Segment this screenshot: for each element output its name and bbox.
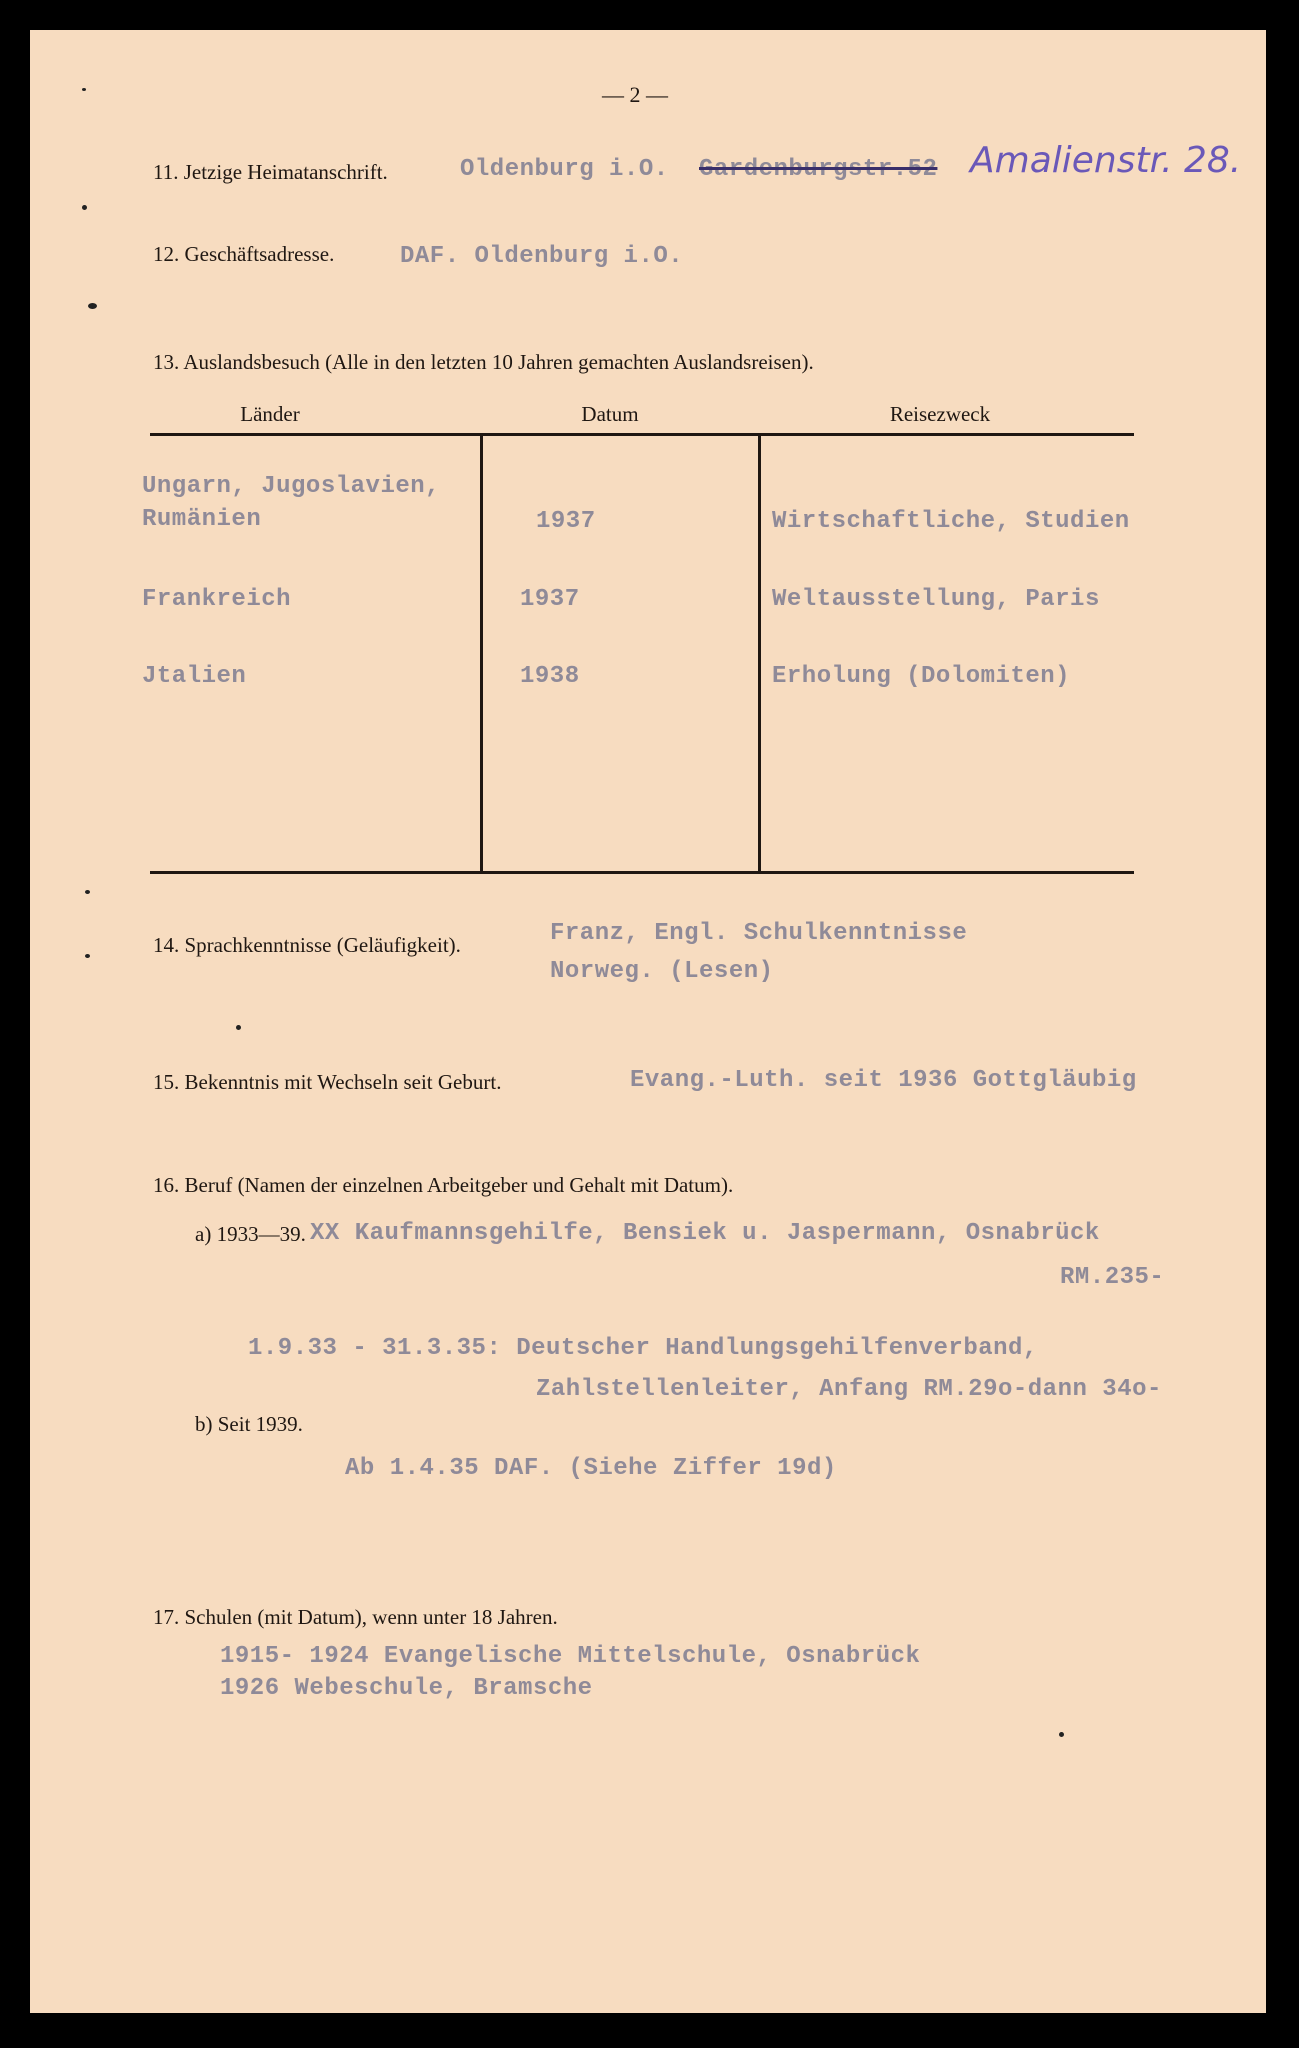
row1-laender-line2: Rumänien: [142, 506, 262, 533]
q16-label: 16. Beruf (Namen der einzelnen Arbeitgeber und Gehalt mit Datum).: [153, 1173, 734, 1197]
paper-speck: [1059, 1732, 1064, 1737]
q16b-answer: Ab 1.4.35 DAF. (Siehe Ziffer 19d): [345, 1455, 837, 1482]
q11-struck-answer: Gardenburgstr.52: [699, 156, 938, 183]
q15-answer: Evang.-Luth. seit 1936 Gottgläubig: [630, 1067, 1137, 1094]
row3-datum: 1938: [520, 663, 580, 690]
paper-speck: [82, 205, 87, 210]
q12-label: 12. Geschäftsadresse.: [153, 242, 335, 266]
table-divider-1: [480, 435, 483, 871]
col-header-datum: Datum: [581, 402, 639, 426]
paper-speck: [88, 303, 97, 309]
row2-laender: Frankreich: [142, 586, 292, 613]
table-top-rule: [150, 433, 1134, 436]
row1-laender-line1: Ungarn, Jugoslavien,: [142, 473, 441, 500]
paper-speck: [85, 890, 90, 894]
q17-label: 17. Schulen (mit Datum), wenn unter 18 Jahren.: [153, 1605, 558, 1629]
form-page: [30, 30, 1266, 2013]
q12-typed-answer: DAF. Oldenburg i.O.: [400, 243, 684, 270]
page-number: — 2 —: [602, 82, 668, 107]
table-divider-2: [758, 435, 761, 871]
q14-label: 14. Sprachkenntnisse (Geläufigkeit).: [153, 933, 461, 957]
row1-zweck: Wirtschaftliche, Studien: [772, 508, 1130, 535]
q16a-label: a) 1933—39.: [195, 1222, 306, 1246]
q16a-answer-line1: XX Kaufmannsgehilfe, Bensiek u. Jaspermann, Osnabrück: [310, 1220, 1100, 1247]
row1-datum: 1937: [536, 508, 596, 535]
table-bottom-rule: [150, 871, 1134, 874]
q16a-answer-line2: RM.235-: [1060, 1264, 1165, 1291]
q14-answer-line1: Franz, Engl. Schulkenntnisse: [550, 920, 968, 947]
col-header-reisezweck: Reisezweck: [889, 402, 991, 426]
q17-answer-line2: 1926 Webeschule, Bramsche: [220, 1675, 593, 1702]
q16a-answer-line4: Zahlstellenleiter, Anfang RM.29o-dann 34o-: [536, 1376, 1162, 1403]
q14-answer-line2: Norweg. (Lesen): [550, 958, 774, 985]
q11-typed-answer: Oldenburg i.O.: [460, 156, 669, 183]
q16b-label: b) Seit 1939.: [195, 1412, 303, 1436]
row2-datum: 1937: [520, 586, 580, 613]
q17-answer-line1: 1915- 1924 Evangelische Mittelschule, Osnabrück: [220, 1643, 921, 1670]
q15-label: 15. Bekenntnis mit Wechseln seit Geburt.: [153, 1070, 502, 1094]
col-header-laender: Länder: [240, 402, 300, 426]
paper-speck: [85, 954, 90, 958]
q16a-answer-line3: 1.9.33 - 31.3.35: Deutscher Handlungsgehilfenverband,: [248, 1335, 1038, 1362]
row2-zweck: Weltausstellung, Paris: [772, 586, 1100, 613]
q11-label: 11. Jetzige Heimatanschrift.: [153, 160, 388, 184]
q11-handwritten-answer: Amalienstr. 28.: [970, 140, 1242, 181]
row3-zweck: Erholung (Dolomiten): [772, 663, 1071, 690]
q13-label: 13. Auslandsbesuch (Alle in den letzten 10 Jahren gemachten Auslandsreisen).: [153, 350, 814, 374]
paper-speck: [236, 1025, 241, 1030]
paper-speck: [82, 88, 86, 91]
row3-laender: Jtalien: [142, 663, 247, 690]
